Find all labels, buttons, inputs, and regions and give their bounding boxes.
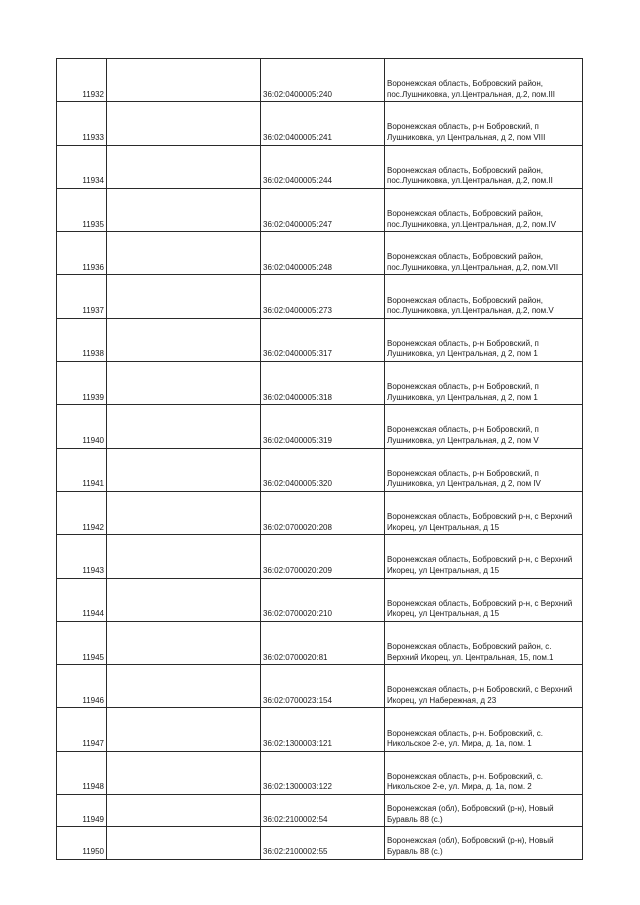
address-cell: Воронежская область, р-н Бобровский, п Лушниковка, ул Центральная, д 2, пом IV	[385, 448, 583, 491]
table-row	[57, 665, 583, 708]
row-number-cell: 11945	[57, 621, 107, 664]
cadastral-number-cell: 36:02:0400005:244	[261, 145, 385, 188]
address-cell: Воронежская область, Бобровский район, пос.Лушниковка, ул.Центральная, д.2, пом.IV	[385, 188, 583, 231]
table-row	[57, 448, 583, 491]
row-number-cell: 11949	[57, 795, 107, 827]
table-row	[57, 188, 583, 231]
address-cell: Воронежская область, Бобровский р-н, с Верхний Икорец, ул Центральная, д 15	[385, 535, 583, 578]
empty-cell	[107, 827, 261, 859]
cadastral-number-cell: 36:02:0400005:241	[261, 102, 385, 145]
empty-cell	[107, 795, 261, 827]
address-cell: Воронежская область, р-н Бобровский, п Лушниковка, ул Центральная, д 2, пом 1	[385, 362, 583, 405]
address-cell: Воронежская область, Бобровский район, пос.Лушниковка, ул.Центральная, д.2, пом.VII	[385, 232, 583, 275]
cadastral-number-cell: 36:02:0400005:319	[261, 405, 385, 448]
empty-cell	[107, 362, 261, 405]
row-number-cell: 11933	[57, 102, 107, 145]
cadastral-number-cell: 36:02:0700020:209	[261, 535, 385, 578]
address-cell: Воронежская область, р-н. Бобровский, с. Никольское 2-е, ул. Мира, д. 1а, пом. 2	[385, 751, 583, 794]
empty-cell	[107, 448, 261, 491]
table-row	[57, 535, 583, 578]
address-cell: Воронежская область, Бобровский р-н, с Верхний Икорец, ул Центральная, д 15	[385, 491, 583, 534]
empty-cell	[107, 751, 261, 794]
empty-cell	[107, 535, 261, 578]
empty-cell	[107, 59, 261, 102]
empty-cell	[107, 621, 261, 664]
address-cell: Воронежская область, р-н Бобровский, п Лушниковка, ул Центральная, д 2, пом VIII	[385, 102, 583, 145]
address-cell: Воронежская область, р-н Бобровский, п Лушниковка, ул Центральная, д 2, пом 1	[385, 318, 583, 361]
row-number-cell: 11938	[57, 318, 107, 361]
empty-cell	[107, 318, 261, 361]
cadastral-number-cell: 36:02:0400005:248	[261, 232, 385, 275]
cadastral-number-cell: 36:02:0400005:317	[261, 318, 385, 361]
address-cell: Воронежская (обл), Бобровский (р-н), Новый Буравль 88 (с.)	[385, 795, 583, 827]
empty-cell	[107, 145, 261, 188]
row-number-cell: 11934	[57, 145, 107, 188]
row-number-cell: 11948	[57, 751, 107, 794]
empty-cell	[107, 405, 261, 448]
row-number-cell: 11937	[57, 275, 107, 318]
row-number-cell: 11946	[57, 665, 107, 708]
row-number-cell: 11942	[57, 491, 107, 534]
cadastral-number-cell: 36:02:0700023:154	[261, 665, 385, 708]
cadastral-number-cell: 36:02:0700020:208	[261, 491, 385, 534]
address-cell: Воронежская область, р-н Бобровский, с Верхний Икорец, ул Набережная, д 23	[385, 665, 583, 708]
table-row	[57, 578, 583, 621]
table-row	[57, 102, 583, 145]
row-number-cell: 11940	[57, 405, 107, 448]
cadastral-number-cell: 36:02:0400005:320	[261, 448, 385, 491]
table-row	[57, 405, 583, 448]
empty-cell	[107, 578, 261, 621]
cadastral-number-cell: 36:02:0400005:247	[261, 188, 385, 231]
table-row	[57, 275, 583, 318]
table-row	[57, 708, 583, 751]
row-number-cell: 11941	[57, 448, 107, 491]
table-row	[57, 827, 583, 859]
cadastral-number-cell: 36:02:1300003:122	[261, 751, 385, 794]
table-row	[57, 751, 583, 794]
property-registry-table	[56, 58, 583, 860]
table-row	[57, 232, 583, 275]
empty-cell	[107, 665, 261, 708]
table-row	[57, 318, 583, 361]
table-row	[57, 145, 583, 188]
empty-cell	[107, 232, 261, 275]
row-number-cell: 11932	[57, 59, 107, 102]
table-row	[57, 795, 583, 827]
empty-cell	[107, 708, 261, 751]
address-cell: Воронежская область, Бобровский район, с. Верхний Икорец, ул. Центральная, 15, пом.1	[385, 621, 583, 664]
row-number-cell: 11947	[57, 708, 107, 751]
cadastral-number-cell: 36:02:2100002:54	[261, 795, 385, 827]
registry-table-body	[57, 59, 583, 860]
cadastral-number-cell: 36:02:0700020:210	[261, 578, 385, 621]
row-number-cell: 11939	[57, 362, 107, 405]
cadastral-number-cell: 36:02:0400005:240	[261, 59, 385, 102]
address-cell: Воронежская (обл), Бобровский (р-н), Новый Буравль 88 (с.)	[385, 827, 583, 859]
row-number-cell: 11936	[57, 232, 107, 275]
empty-cell	[107, 188, 261, 231]
row-number-cell: 11943	[57, 535, 107, 578]
row-number-cell: 11935	[57, 188, 107, 231]
table-row	[57, 491, 583, 534]
empty-cell	[107, 275, 261, 318]
cadastral-number-cell: 36:02:2100002:55	[261, 827, 385, 859]
table-row	[57, 621, 583, 664]
table-row	[57, 362, 583, 405]
cadastral-number-cell: 36:02:0400005:273	[261, 275, 385, 318]
row-number-cell: 11944	[57, 578, 107, 621]
address-cell: Воронежская область, Бобровский район, пос.Лушниковка, ул.Центральная, д.2, пом.V	[385, 275, 583, 318]
table-row	[57, 59, 583, 102]
cadastral-number-cell: 36:02:0700020:81	[261, 621, 385, 664]
empty-cell	[107, 102, 261, 145]
address-cell: Воронежская область, р-н Бобровский, п Лушниковка, ул Центральная, д 2, пом V	[385, 405, 583, 448]
row-number-cell: 11950	[57, 827, 107, 859]
address-cell: Воронежская область, Бобровский район, пос.Лушниковка, ул.Центральная, д.2, пом.III	[385, 59, 583, 102]
address-cell: Воронежская область, Бобровский р-н, с Верхний Икорец, ул Центральная, д 15	[385, 578, 583, 621]
empty-cell	[107, 491, 261, 534]
address-cell: Воронежская область, р-н. Бобровский, с. Никольское 2-е, ул. Мира, д. 1а, пом. 1	[385, 708, 583, 751]
cadastral-number-cell: 36:02:1300003:121	[261, 708, 385, 751]
address-cell: Воронежская область, Бобровский район, пос.Лушниковка, ул.Центральная, д.2, пом.II	[385, 145, 583, 188]
cadastral-number-cell: 36:02:0400005:318	[261, 362, 385, 405]
